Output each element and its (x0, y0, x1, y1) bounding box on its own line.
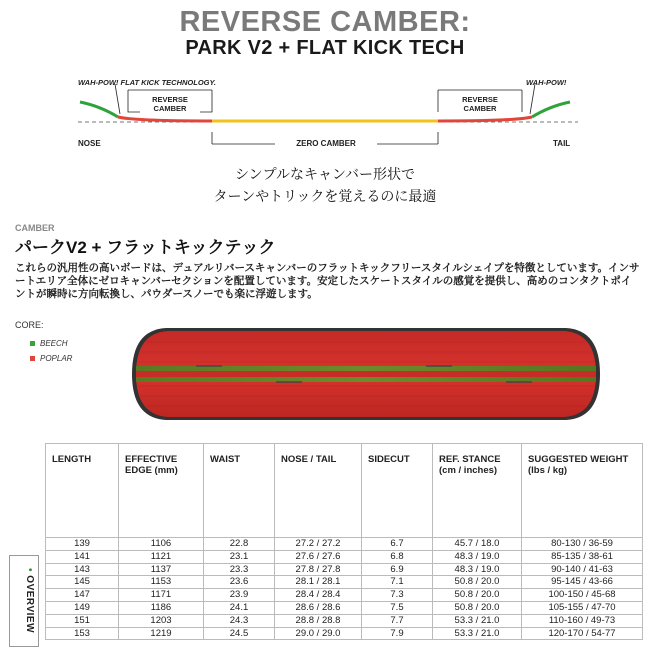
poplar-swatch (30, 356, 35, 361)
table-cell: 143 (46, 563, 119, 576)
table-cell: 23.3 (204, 563, 275, 576)
table-cell: 1171 (119, 589, 204, 602)
table-cell: 24.3 (204, 614, 275, 627)
table-cell: 7.5 (362, 601, 433, 614)
camber-name: パークV2 + フラットキックテック (15, 238, 276, 257)
table-cell: 80-130 / 36-59 (522, 538, 643, 551)
header-ref-stance: REF. STANCE (cm / inches) (433, 444, 522, 538)
table-cell: 48.3 / 19.0 (433, 550, 522, 563)
table-cell: 153 (46, 627, 119, 640)
overview-tab-label[interactable] (13, 568, 35, 648)
table-cell: 23.6 (204, 576, 275, 589)
table-cell: 139 (46, 538, 119, 551)
table-row (46, 614, 643, 627)
nose-label: NOSE (78, 139, 101, 148)
table-cell: 141 (46, 550, 119, 563)
table-cell: 28.1 / 28.1 (275, 576, 362, 589)
snowboard-core-image (126, 324, 606, 424)
table-cell: 6.7 (362, 538, 433, 551)
table-cell: 28.4 / 28.4 (275, 589, 362, 602)
table-cell: 1186 (119, 601, 204, 614)
table-row (46, 576, 643, 589)
header-length: LENGTH (46, 444, 119, 538)
table-cell: 50.8 / 20.0 (433, 576, 522, 589)
poplar-label: POPLAR (40, 354, 73, 363)
header-waist: WAIST (204, 444, 275, 538)
table-cell: 85-135 / 38-61 (522, 550, 643, 563)
table-cell: 147 (46, 589, 119, 602)
table-cell: 53.3 / 21.0 (433, 614, 522, 627)
specs-header-row (46, 444, 643, 538)
table-cell: 105-155 / 47-70 (522, 601, 643, 614)
tagline-line-2: ターンやトリックを覚えるのに最適 (213, 188, 437, 204)
table-cell: 6.9 (362, 563, 433, 576)
overview-text: OVERVIEW (24, 575, 35, 634)
core-legend-beech (30, 339, 68, 348)
table-cell: 27.8 / 27.8 (275, 563, 362, 576)
tail-label: TAIL (553, 139, 571, 148)
specs-table (45, 443, 643, 640)
page-subtitle: PARK V2 + FLAT KICK TECH (185, 37, 465, 59)
table-cell: 24.5 (204, 627, 275, 640)
table-cell: 28.8 / 28.8 (275, 614, 362, 627)
table-cell: 23.9 (204, 589, 275, 602)
header-effective-edge: EFFECTIVE EDGE (mm) (119, 444, 204, 538)
page-title: REVERSE CAMBER: (179, 6, 471, 38)
header-nose-tail: NOSE / TAIL (275, 444, 362, 538)
table-row (46, 601, 643, 614)
flat-kick-label-right: WAH-POW! (526, 78, 567, 87)
table-cell: 1106 (119, 538, 204, 551)
table-cell: 48.3 / 19.0 (433, 563, 522, 576)
table-cell: 149 (46, 601, 119, 614)
table-cell: 90-140 / 41-63 (522, 563, 643, 576)
overview-dot-icon: • (24, 568, 35, 573)
table-cell: 27.6 / 27.6 (275, 550, 362, 563)
table-cell: 7.1 (362, 576, 433, 589)
table-cell: 95-145 / 43-66 (522, 576, 643, 589)
header-suggested-weight: SUGGESTED WEIGHT (lbs / kg) (522, 444, 643, 538)
table-cell: 1219 (119, 627, 204, 640)
table-cell: 45.7 / 18.0 (433, 538, 522, 551)
reverse-camber-label-right: REVERSE CAMBER (450, 95, 510, 113)
table-row (46, 563, 643, 576)
table-cell: 1203 (119, 614, 204, 627)
table-cell: 6.8 (362, 550, 433, 563)
flat-kick-label: WAH-POW! FLAT KICK TECHNOLOGY. (78, 78, 216, 87)
table-cell: 120-170 / 54-77 (522, 627, 643, 640)
table-cell: 145 (46, 576, 119, 589)
core-legend-poplar (30, 354, 72, 363)
beech-label: BEECH (40, 339, 68, 348)
table-cell: 22.8 (204, 538, 275, 551)
table-cell: 23.1 (204, 550, 275, 563)
camber-description: これらの汎用性の高いボードは、デュアルリバースキャンバーのフラットキックフリースタイルシェイプを特徴としています。インサートエリア全体にゼロキャンバーセクションを配置しています。安定したスケートスタイルの感覚を提供し、高めのコンタクトポイントが瞬時に方向転換し、パウダースノーでも楽に浮遊します。 (15, 262, 640, 300)
table-cell: 1137 (119, 563, 204, 576)
header-sidecut: SIDECUT (362, 444, 433, 538)
table-row (46, 627, 643, 640)
table-cell: 28.6 / 28.6 (275, 601, 362, 614)
table-cell: 7.9 (362, 627, 433, 640)
table-cell: 50.8 / 20.0 (433, 601, 522, 614)
table-cell: 1121 (119, 550, 204, 563)
table-cell: 151 (46, 614, 119, 627)
table-cell: 53.3 / 21.0 (433, 627, 522, 640)
zero-camber-label: ZERO CAMBER (296, 139, 356, 148)
reverse-camber-label-left: REVERSE CAMBER (140, 95, 200, 113)
table-cell: 29.0 / 29.0 (275, 627, 362, 640)
table-cell: 7.7 (362, 614, 433, 627)
table-row (46, 589, 643, 602)
table-row (46, 550, 643, 563)
table-row (46, 538, 643, 551)
camber-tag: CAMBER (15, 223, 55, 233)
table-cell: 1153 (119, 576, 204, 589)
table-cell: 50.8 / 20.0 (433, 589, 522, 602)
table-cell: 7.3 (362, 589, 433, 602)
core-label: CORE: (15, 320, 44, 330)
beech-swatch (30, 341, 35, 346)
table-cell: 110-160 / 49-73 (522, 614, 643, 627)
table-cell: 24.1 (204, 601, 275, 614)
table-cell: 27.2 / 27.2 (275, 538, 362, 551)
tagline-line-1: シンプルなキャンバー形状で (234, 166, 416, 182)
table-cell: 100-150 / 45-68 (522, 589, 643, 602)
